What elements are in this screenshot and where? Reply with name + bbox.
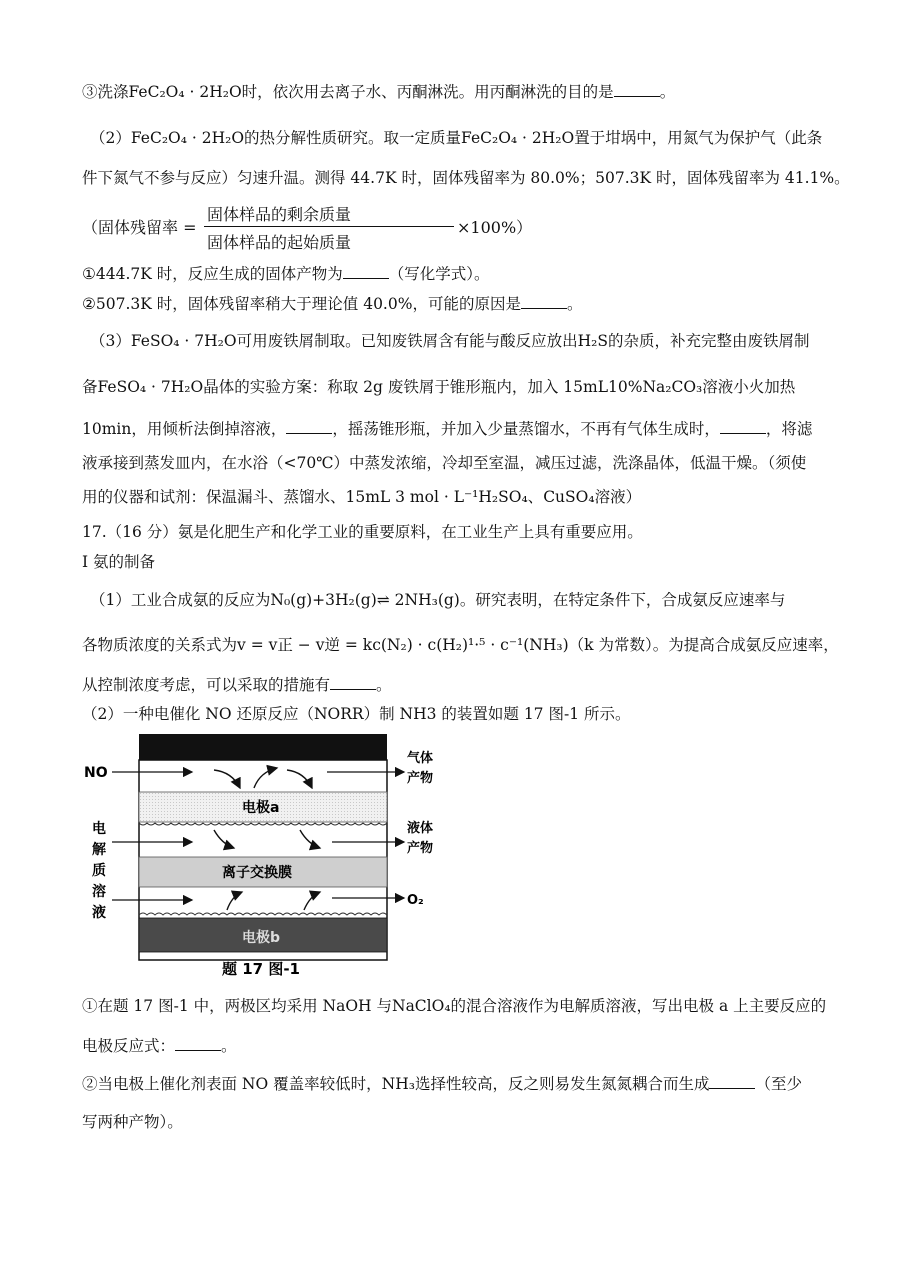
q17-p1-line2: 各物质浓度的关系式为v = v正 − v逆 = kc(N₂) · c(H₂)¹·⁵ · c⁻¹(NH₃)（k 为常数）。为提高合成氨反应速率， [82, 636, 839, 654]
residue-rate-formula [82, 198, 533, 254]
formula: Na₂CO₃ [642, 378, 703, 396]
electrolysis-diagram [82, 732, 442, 980]
q16-p2-item2: ②507.3K 时，固体残留率稍大于理论值 40.0%，可能的原因是 。 [82, 295, 583, 313]
formula: FeC₂O₄ · 2H₂O [130, 129, 245, 147]
label-electrolyte: 解 [92, 842, 106, 858]
formula: FeSO₄ · 7H₂O [97, 378, 204, 396]
label-liquid-product: 产物 [407, 841, 434, 856]
label-electrolyte: 质 [92, 863, 106, 879]
q16-p2-item1: ①444.7K 时，反应生成的固体产物为 （写化学式）。 [82, 265, 490, 283]
q16-p3-line1: （3）FeSO₄ · 7H₂O可用废铁屑制取。已知废铁屑含有能与酸反应放出H₂S的杂质，补充完整由废铁屑制 [90, 332, 810, 350]
electrolysis-figure [82, 732, 442, 980]
label-gas-product: 气体 [407, 751, 434, 766]
q17-p2-item1: ①在题 17 图-1 中，两极区均采用 NaOH 与NaClO₄的混合溶液作为电解质溶液，写出电极 a 上主要反应的 [82, 997, 827, 1015]
answer-blank [720, 419, 766, 434]
answer-blank [286, 419, 332, 434]
q17-heading: 17.（16 分）氨是化肥生产和化学工业的重要原料，在工业生产上具有重要应用。 [82, 523, 643, 541]
text: ③洗涤 [82, 83, 129, 101]
label-electrolyte: 电 [92, 821, 106, 837]
catalyst-layer-a [139, 823, 387, 825]
q16-p3-line2: 备FeSO₄ · 7H₂O晶体的实验方案：称取 2g 废铁屑于锥形瓶内，加入 15mL10%Na₂CO₃溶液小火加热 [82, 378, 796, 396]
formula: FeC₂O₄ · 2H₂O [128, 83, 242, 101]
q16-p2-line1: （2）FeC₂O₄ · 2H₂O的热分解性质研究。取一定质量FeC₂O₄ · 2H₂O置于坩埚中，用氮气为保护气（此条 [90, 129, 823, 147]
flow-arrow [214, 830, 234, 848]
label-no: NO [84, 765, 108, 781]
label-liquid-product: 液体 [407, 821, 434, 836]
q17-p2-item2: ②当电极上催化剂表面 NO 覆盖率较低时，NH₃选择性较高，反之则易发生氮氮耦合而生成 （至少 [82, 1075, 802, 1093]
formula: H₂S [577, 332, 608, 350]
fraction-numerator: 固体样品的剩余质量 [207, 205, 352, 224]
label-membrane: 离子交换膜 [222, 865, 292, 881]
flow-arrow [254, 768, 277, 788]
label-electrolyte: 溶 [92, 884, 106, 900]
label-electrolyte: 液 [92, 905, 106, 921]
formula-right: ×100%） [457, 218, 533, 237]
q16-p3-line4: 液承接到蒸发皿内，在水浴（<70℃）中蒸发浓缩，冷却至室温，减压过滤，洗涤晶体，低温干燥。（须使 [82, 454, 807, 472]
flow-arrow [227, 892, 242, 910]
q16-wash-line [82, 82, 822, 102]
formula: NaClO₄ [392, 997, 451, 1015]
text: 。 [659, 83, 676, 101]
flow-arrow [300, 830, 320, 848]
label-electrode-b: 电极b [242, 930, 281, 946]
q17-p2-item2-line2: 写两种产物）。 [82, 1113, 183, 1131]
label-o2: O₂ [407, 893, 424, 908]
q17-p1-line1: （1）工业合成氨的反应为N₀(g)+3H₂(g)⇌ 2NH₃(g)。研究表明，在特定条件下，合成氨反应速率与 [90, 591, 786, 609]
answer-blank [343, 264, 389, 279]
q17-p2-intro: （2）一种电催化 NO 还原反应（NORR）制 NH3 的装置如题 17 图-1 所示。 [82, 705, 631, 723]
flow-arrow [304, 892, 320, 910]
label-electrode-a: 电极a [242, 800, 280, 816]
answer-blank [709, 1074, 755, 1089]
q17-p1-line3: 从控制浓度考虑，可以采取的措施有 。 [82, 676, 392, 694]
answer-blank [614, 82, 660, 97]
flow-arrow [214, 770, 240, 788]
answer-blank [175, 1036, 221, 1051]
label-gas-product: 产物 [407, 771, 434, 786]
q16-p3-line5: 用的仪器和试剂：保温漏斗、蒸馏水、15mL 3 mol · L⁻¹H₂SO₄、CuSO₄溶液） [82, 488, 642, 506]
formula-left: （固体残留率 = [82, 218, 197, 237]
q16-p2-line2: 件下氮气不参与反应）匀速升温。测得 44.7K 时，固体残留率为 80.0%；507.3K 时，固体残留率为 41.1%。 [82, 169, 850, 187]
fraction-bar [204, 226, 454, 227]
top-plate [139, 734, 387, 760]
formula: CuSO₄ [543, 488, 595, 506]
figure-caption: 题 17 图-1 [222, 960, 300, 978]
q16-p3-line3: 10min，用倾析法倒掉溶液， ，摇荡锥形瓶，并加入少量蒸馏水，不再有气体生成时， ，将滤 [82, 420, 813, 438]
answer-blank [521, 294, 567, 309]
q17-section-title: Ⅰ 氨的制备 [82, 553, 156, 571]
formula: NH₃ [381, 1075, 415, 1093]
text: 时，依次用去离子水、丙酮淋洗。用丙酮淋洗的目的是 [241, 83, 614, 101]
formula: FeSO₄ · 7H₂O [130, 332, 237, 350]
formula: FeC₂O₄ · 2H₂O [461, 129, 575, 147]
formula: H₂SO₄ [478, 488, 528, 506]
answer-blank [330, 675, 376, 690]
equation: N₀(g)+3H₂(g)⇌ 2NH₃(g) [270, 591, 460, 609]
q17-p2-item1-line2: 电极反应式： 。 [82, 1037, 237, 1055]
catalyst-layer-b [139, 913, 387, 915]
flow-arrow [287, 770, 312, 788]
fraction-denominator: 固体样品的起始质量 [207, 233, 352, 252]
rate-equation: v = v正 − v逆 = kc(N₂) · c(H₂)¹·⁵ · c⁻¹(NH₃) [237, 636, 569, 654]
